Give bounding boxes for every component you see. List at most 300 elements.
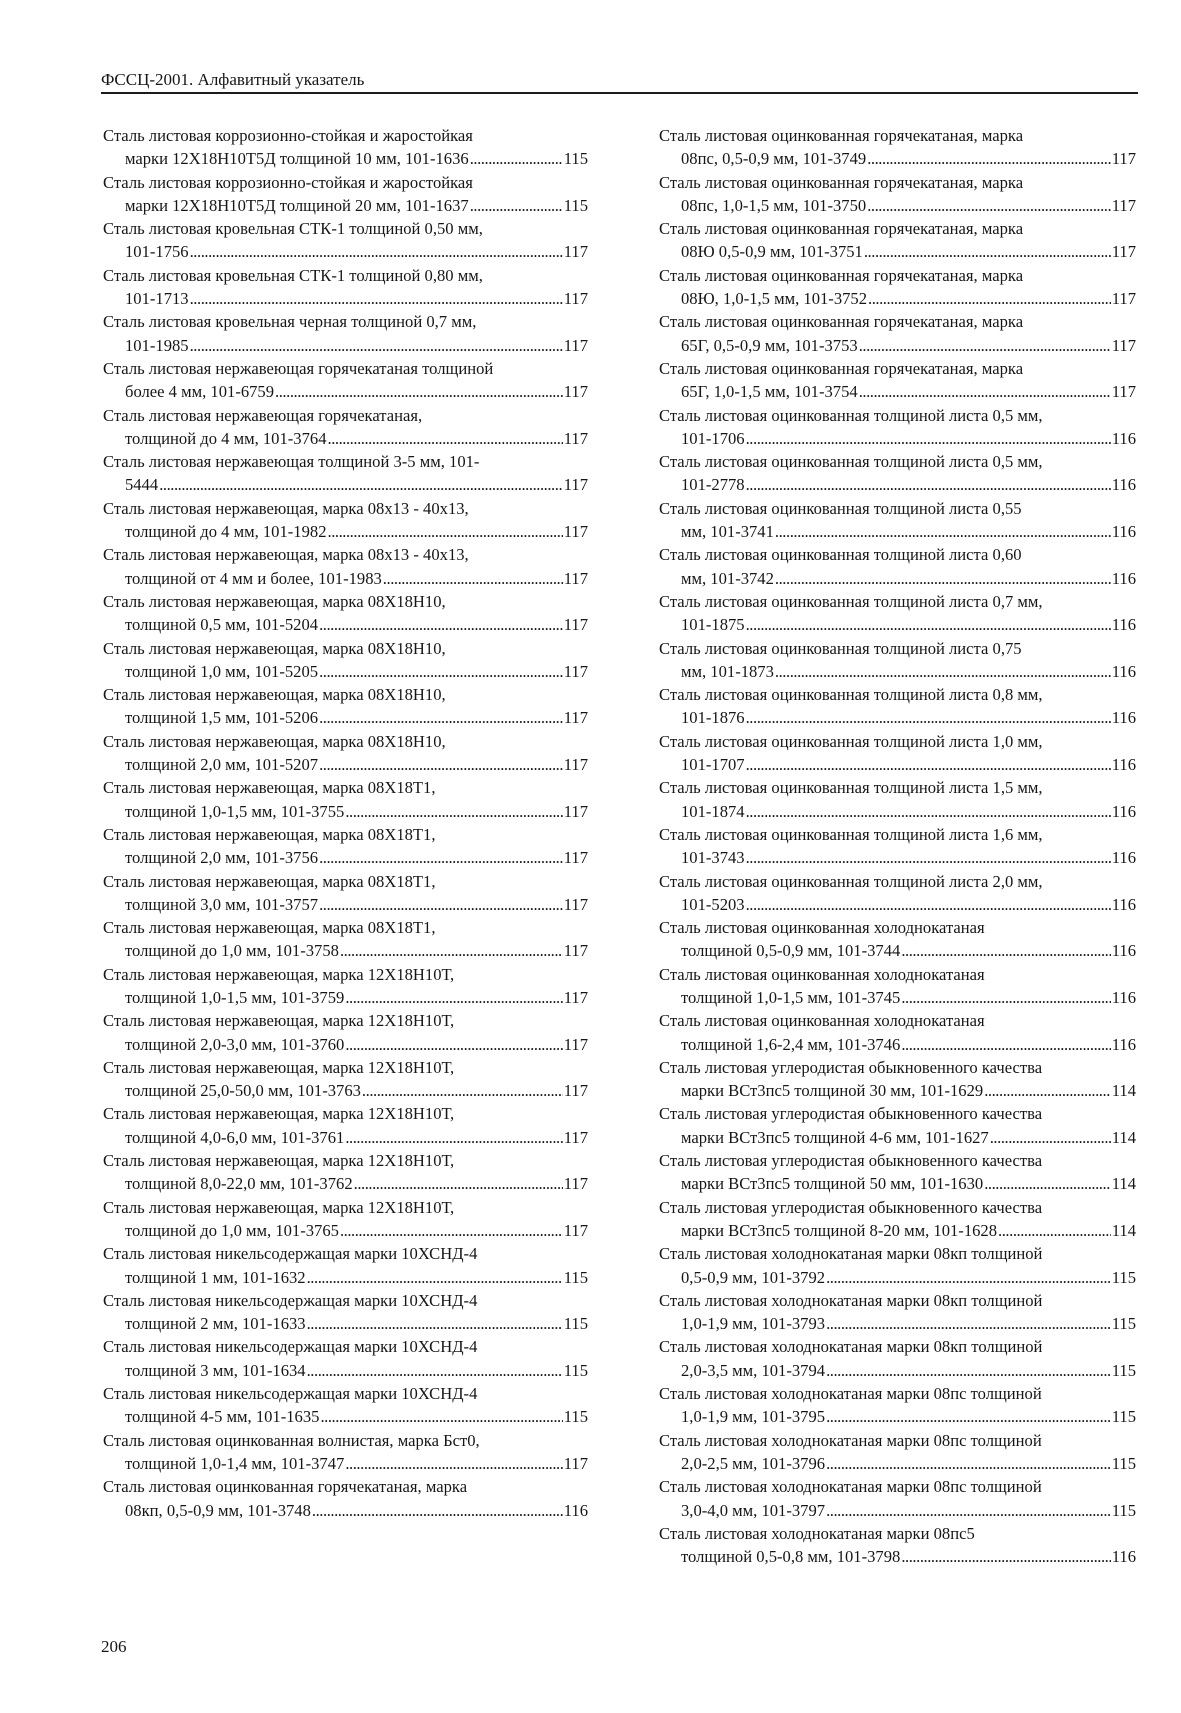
dot-leader [746, 473, 1111, 496]
index-entry [103, 963, 588, 1010]
entry-page-ref: 117 [563, 987, 588, 1007]
entry-page-ref: 117 [563, 242, 588, 262]
dot-leader [998, 1219, 1111, 1242]
entry-page-ref: 116 [1111, 848, 1136, 868]
index-entry [659, 1149, 1136, 1196]
dot-leader [319, 660, 563, 683]
entry-title: Сталь листовая нержавеющая горячекатаная, [103, 405, 423, 425]
dot-leader [345, 800, 562, 823]
dot-leader [345, 1126, 562, 1149]
entry-page-ref: 116 [1111, 801, 1136, 821]
index-entry [103, 450, 588, 497]
entry-continuation [103, 1499, 588, 1522]
dot-leader [775, 567, 1111, 590]
entry-continuation [659, 567, 1136, 590]
entry-continuation [103, 147, 588, 170]
index-entry [659, 497, 1136, 544]
entry-continuation [659, 1079, 1136, 1102]
index-entry [103, 1149, 588, 1196]
entry-continuation [103, 1405, 588, 1428]
index-entry [103, 1102, 588, 1149]
entry-continuation [103, 1219, 588, 1242]
index-entry [103, 171, 588, 218]
entry-page-ref: 114 [1111, 1174, 1136, 1194]
entry-continuation [103, 800, 588, 823]
entry-title: Сталь листовая нержавеющая толщиной 3-5 мм, 101- [103, 452, 480, 472]
entry-page-ref: 116 [1111, 1034, 1136, 1054]
entry-title: Сталь листовая оцинкованная толщиной листа 1,5 мм, [659, 778, 1043, 798]
entry-title: Сталь листовая оцинкованная толщиной листа 1,6 мм, [659, 824, 1043, 844]
entry-code: 3,0-4,0 мм, 101-3797 [681, 1500, 826, 1520]
entry-page-ref: 117 [563, 428, 588, 448]
dot-leader [826, 1312, 1111, 1335]
entry-continuation [659, 939, 1136, 962]
entry-code: 2,0-3,5 мм, 101-3794 [681, 1360, 826, 1380]
index-entry [103, 637, 588, 684]
index-entry [659, 870, 1136, 917]
entry-code: 101-2778 [681, 475, 745, 495]
entry-code: 101-1876 [681, 708, 745, 728]
dot-leader [190, 334, 563, 357]
entry-code: более 4 мм, 101-6759 [125, 382, 275, 402]
entry-page-ref: 117 [563, 941, 588, 961]
entry-title: Сталь листовая оцинкованная толщиной листа 2,0 мм, [659, 871, 1043, 891]
entry-title: Сталь листовая оцинкованная холоднокатаная [659, 1011, 985, 1031]
entry-code: 65Г, 1,0-1,5 мм, 101-3754 [681, 382, 858, 402]
entry-code: толщиной 3,0 мм, 101-3757 [125, 894, 319, 914]
entry-page-ref: 114 [1111, 1081, 1136, 1101]
entry-title: Сталь листовая оцинкованная толщиной листа 0,8 мм, [659, 685, 1043, 705]
entry-page-ref: 117 [563, 1127, 588, 1147]
entry-continuation [103, 427, 588, 450]
dot-leader [826, 1499, 1111, 1522]
index-entry [103, 916, 588, 963]
dot-leader [159, 473, 563, 496]
entry-title: Сталь листовая оцинкованная горячекатаная, марка [659, 219, 1024, 239]
entry-page-ref: 117 [563, 289, 588, 309]
dot-leader [775, 520, 1111, 543]
dot-leader [345, 1033, 562, 1056]
dot-leader [826, 1359, 1111, 1382]
dot-leader [984, 1172, 1111, 1195]
entry-page-ref: 117 [563, 894, 588, 914]
index-entry [103, 776, 588, 823]
entry-code: мм, 101-3742 [681, 568, 774, 588]
entry-code: толщиной до 1,0 мм, 101-3765 [125, 1220, 339, 1240]
dot-leader [984, 1079, 1111, 1102]
dot-leader [746, 427, 1111, 450]
entry-continuation [103, 520, 588, 543]
dot-leader [864, 240, 1111, 263]
entry-title: Сталь листовая холоднокатаная марки 08кп толщиной [659, 1337, 1043, 1357]
entry-continuation [659, 1545, 1136, 1568]
entry-code: марки ВСт3пс5 толщиной 4-6 мм, 101-1627 [681, 1127, 989, 1147]
entry-code: 101-1706 [681, 428, 745, 448]
entry-title: Сталь листовая коррозионно-стойкая и жаростойкая [103, 126, 473, 145]
entry-code: марки ВСт3пс5 толщиной 30 мм, 101-1629 [681, 1081, 984, 1101]
index-entry [659, 1429, 1136, 1476]
index-entry [659, 357, 1136, 404]
dot-leader [859, 380, 1111, 403]
entry-title: Сталь листовая нержавеющая, марка 12Х18Н10Т, [103, 1151, 455, 1171]
entry-code: толщиной 2,0 мм, 101-3756 [125, 848, 319, 868]
entry-code: 08пс, 0,5-0,9 мм, 101-3749 [681, 149, 867, 169]
dot-leader [746, 753, 1111, 776]
dot-leader [746, 706, 1111, 729]
entry-continuation [659, 1359, 1136, 1382]
running-header [101, 70, 1138, 94]
entry-continuation [659, 1033, 1136, 1056]
entry-title: Сталь листовая нержавеющая, марка 12Х18Н10Т, [103, 964, 455, 984]
entry-code: 1,0-1,9 мм, 101-3795 [681, 1407, 826, 1427]
entry-continuation [659, 1126, 1136, 1149]
entry-code: 5444 [125, 475, 159, 495]
entry-continuation [659, 240, 1136, 263]
entry-page-ref: 116 [1111, 568, 1136, 588]
entry-title: Сталь листовая нержавеющая, марка 08Х18Т1, [103, 778, 436, 798]
entry-page-ref: 117 [563, 1220, 588, 1240]
entry-code: марки 12Х18Н10Т5Д толщиной 10 мм, 101-1636 [125, 149, 469, 169]
entry-page-ref: 117 [563, 848, 588, 868]
entry-continuation [659, 753, 1136, 776]
entry-title: Сталь листовая углеродистая обыкновенного качества [659, 1104, 1043, 1124]
entry-page-ref: 116 [1111, 1547, 1136, 1567]
entry-title: Сталь листовая нержавеющая, марка 08Х18Т1, [103, 824, 436, 844]
index-entry [659, 310, 1136, 357]
entry-code: толщиной 1,0-1,5 мм, 101-3745 [681, 987, 901, 1007]
entry-page-ref: 117 [563, 661, 588, 681]
entry-code: толщиной 1,5 мм, 101-5206 [125, 708, 319, 728]
entry-title: Сталь листовая углеродистая обыкновенного качества [659, 1151, 1043, 1171]
entry-continuation [659, 427, 1136, 450]
index-entry [659, 543, 1136, 590]
entry-code: 08Ю, 1,0-1,5 мм, 101-3752 [681, 289, 868, 309]
entry-title: Сталь листовая оцинкованная холоднокатаная [659, 964, 985, 984]
index-entry [659, 1382, 1136, 1429]
entry-continuation [659, 1266, 1136, 1289]
dot-leader [328, 520, 563, 543]
entry-continuation [103, 287, 588, 310]
entry-code: марки ВСт3пс5 толщиной 50 мм, 101-1630 [681, 1174, 984, 1194]
entry-continuation [659, 1312, 1136, 1335]
entry-code: толщиной 4-5 мм, 101-1635 [125, 1407, 320, 1427]
index-entry [103, 1242, 588, 1289]
index-entry [659, 1196, 1136, 1243]
entry-code: 101-1707 [681, 755, 745, 775]
dot-leader [867, 147, 1111, 170]
entry-continuation [103, 240, 588, 263]
entry-title: Сталь листовая оцинкованная горячекатаная, марка [659, 312, 1024, 332]
entry-code: 101-1756 [125, 242, 189, 262]
dot-leader [826, 1405, 1111, 1428]
entry-continuation [103, 334, 588, 357]
index-entry [659, 171, 1136, 218]
entry-continuation [103, 473, 588, 496]
index-entry [103, 310, 588, 357]
entry-title: Сталь листовая оцинкованная волнистая, марка Бст0, [103, 1430, 480, 1450]
entry-continuation [659, 846, 1136, 869]
entry-title: Сталь листовая оцинкованная толщиной листа 0,75 [659, 638, 1022, 658]
index-entry [103, 683, 588, 730]
entry-code: толщиной 1,0 мм, 101-5205 [125, 661, 319, 681]
entry-page-ref: 117 [563, 1453, 588, 1473]
entry-continuation [103, 1172, 588, 1195]
entry-code: 0,5-0,9 мм, 101-3792 [681, 1267, 826, 1287]
entry-code: 101-5203 [681, 894, 745, 914]
entry-page-ref: 114 [1111, 1220, 1136, 1240]
entry-page-ref: 116 [1111, 475, 1136, 495]
dot-leader [320, 1405, 562, 1428]
entry-page-ref: 117 [563, 1174, 588, 1194]
entry-code: 08кп, 0,5-0,9 мм, 101-3748 [125, 1500, 311, 1520]
index-entry [103, 823, 588, 870]
dot-leader [901, 986, 1110, 1009]
dot-leader [775, 660, 1111, 683]
entry-continuation [103, 1266, 588, 1289]
entry-title: Сталь листовая оцинкованная толщиной листа 0,60 [659, 545, 1022, 565]
entry-continuation [103, 1452, 588, 1475]
entry-page-ref: 117 [563, 708, 588, 728]
entry-code: 1,0-1,9 мм, 101-3793 [681, 1314, 826, 1334]
index-entry [659, 823, 1136, 870]
index-entry [659, 1289, 1136, 1336]
index-entry [103, 1056, 588, 1103]
entry-page-ref: 117 [1111, 242, 1136, 262]
index-entry [659, 683, 1136, 730]
dot-leader [826, 1266, 1111, 1289]
entry-title: Сталь листовая оцинкованная горячекатаная, марка [659, 172, 1024, 192]
entry-title: Сталь листовая холоднокатаная марки 08пс толщиной [659, 1384, 1042, 1404]
entry-continuation [103, 194, 588, 217]
dot-leader [901, 1033, 1110, 1056]
dot-leader [901, 939, 1110, 962]
index-entry [103, 264, 588, 311]
entry-code: 101-1985 [125, 335, 189, 355]
entry-page-ref: 117 [1111, 289, 1136, 309]
index-entry [103, 404, 588, 451]
entry-code: мм, 101-3741 [681, 522, 774, 542]
entry-title: Сталь листовая никельсодержащая марки 10ХСНД-4 [103, 1290, 478, 1310]
entry-title: Сталь листовая нержавеющая, марка 12Х18Н10Т, [103, 1197, 455, 1217]
dot-leader [354, 1172, 563, 1195]
entry-title: Сталь листовая нержавеющая, марка 08Х18Н10, [103, 685, 446, 705]
dot-leader [362, 1079, 563, 1102]
entry-continuation [103, 380, 588, 403]
index-entry [103, 730, 588, 777]
entry-page-ref: 117 [1111, 195, 1136, 215]
entry-title: Сталь листовая нержавеющая, марка 08Х18Н10, [103, 731, 446, 751]
entry-page-ref: 116 [1111, 708, 1136, 728]
entry-page-ref: 117 [563, 522, 588, 542]
dot-leader [746, 893, 1111, 916]
entry-continuation [103, 1126, 588, 1149]
index-entry [659, 637, 1136, 684]
entry-continuation [659, 613, 1136, 636]
index-entry [659, 450, 1136, 497]
index-entry [659, 1475, 1136, 1522]
entry-code: толщиной 2 мм, 101-1633 [125, 1314, 306, 1334]
index-entry [103, 1009, 588, 1056]
entry-title: Сталь листовая никельсодержащая марки 10ХСНД-4 [103, 1384, 478, 1404]
dot-leader [319, 706, 563, 729]
entry-title: Сталь листовая никельсодержащая марки 10ХСНД-4 [103, 1337, 478, 1357]
entry-title: Сталь листовая нержавеющая, марка 08Х18Н10, [103, 638, 446, 658]
entry-code: толщиной 1 мм, 101-1632 [125, 1267, 306, 1287]
entry-page-ref: 115 [1111, 1360, 1136, 1380]
entry-page-ref: 117 [563, 1081, 588, 1101]
index-entry [103, 543, 588, 590]
dot-leader [826, 1452, 1111, 1475]
entry-title: Сталь листовая оцинкованная толщиной листа 0,5 мм, [659, 405, 1043, 425]
entry-continuation [659, 986, 1136, 1009]
entry-page-ref: 116 [1111, 987, 1136, 1007]
index-entry [659, 1335, 1136, 1382]
entry-code: толщиной 2,0-3,0 мм, 101-3760 [125, 1034, 345, 1054]
dot-leader [307, 1266, 563, 1289]
index-entry [103, 870, 588, 917]
entry-code: 08пс, 1,0-1,5 мм, 101-3750 [681, 195, 867, 215]
index-entry [103, 1382, 588, 1429]
entry-page-ref: 116 [1111, 755, 1136, 775]
index-entry [659, 1242, 1136, 1289]
entry-page-ref: 115 [563, 1267, 588, 1287]
entry-code: толщиной 1,0-1,5 мм, 101-3759 [125, 987, 345, 1007]
entry-continuation [103, 567, 588, 590]
index-entry [103, 124, 588, 171]
entry-page-ref: 117 [563, 755, 588, 775]
dot-leader [275, 380, 563, 403]
entry-page-ref: 117 [563, 568, 588, 588]
dot-leader [319, 893, 563, 916]
entry-continuation [103, 893, 588, 916]
entry-code: толщиной 1,0-1,4 мм, 101-3747 [125, 1453, 345, 1473]
entry-title: Сталь листовая холоднокатаная марки 08кп толщиной [659, 1244, 1043, 1264]
entry-continuation [659, 1172, 1136, 1195]
dot-leader [328, 427, 563, 450]
dot-leader [319, 846, 563, 869]
entry-title: Сталь листовая оцинкованная толщиной листа 0,55 [659, 498, 1022, 518]
index-entry [659, 1009, 1136, 1056]
dot-leader [190, 240, 563, 263]
entry-continuation [659, 473, 1136, 496]
index-entry [103, 590, 588, 637]
entry-continuation [103, 660, 588, 683]
entry-page-ref: 117 [563, 801, 588, 821]
entry-continuation [659, 1219, 1136, 1242]
entry-continuation [659, 800, 1136, 823]
entry-title: Сталь листовая холоднокатаная марки 08пс5 [659, 1523, 975, 1543]
entry-continuation [659, 520, 1136, 543]
entry-code: толщиной 2,0 мм, 101-5207 [125, 755, 319, 775]
entry-title: Сталь листовая углеродистая обыкновенного качества [659, 1057, 1043, 1077]
index-entry [659, 404, 1136, 451]
index-entry [103, 1475, 588, 1522]
entry-continuation [103, 939, 588, 962]
index-entry [103, 1196, 588, 1243]
entry-page-ref: 115 [563, 1314, 588, 1334]
index-entry [103, 357, 588, 404]
dot-leader [867, 194, 1111, 217]
entry-continuation [103, 613, 588, 636]
dot-leader [868, 287, 1111, 310]
entry-page-ref: 115 [1111, 1407, 1136, 1427]
entry-page-ref: 117 [563, 382, 588, 402]
entry-page-ref: 116 [1111, 941, 1136, 961]
entry-code: толщиной до 4 мм, 101-3764 [125, 428, 327, 448]
entry-code: 65Г, 0,5-0,9 мм, 101-3753 [681, 335, 858, 355]
entry-code: 101-3743 [681, 848, 745, 868]
entry-page-ref: 115 [563, 149, 588, 169]
index-entry [659, 264, 1136, 311]
entry-page-ref: 117 [1111, 382, 1136, 402]
entry-code: толщиной 0,5 мм, 101-5204 [125, 615, 319, 635]
index-column-right [659, 124, 1136, 1568]
entry-code: толщиной 1,0-1,5 мм, 101-3755 [125, 801, 345, 821]
entry-title: Сталь листовая оцинкованная толщиной листа 0,5 мм, [659, 452, 1043, 472]
entry-title: Сталь листовая оцинкованная горячекатаная, марка [103, 1477, 468, 1497]
entry-title: Сталь листовая нержавеющая горячекатаная толщиной [103, 358, 494, 378]
entry-continuation [659, 893, 1136, 916]
dot-leader [746, 846, 1111, 869]
dot-leader [901, 1545, 1110, 1568]
dot-leader [746, 800, 1111, 823]
entry-title: Сталь листовая нержавеющая, марка 08х13 - 40х13, [103, 545, 469, 565]
entry-page-ref: 115 [563, 195, 588, 215]
entry-continuation [659, 334, 1136, 357]
entry-continuation [103, 846, 588, 869]
entry-title: Сталь листовая оцинкованная горячекатаная, марка [659, 126, 1024, 145]
entry-page-ref: 115 [1111, 1453, 1136, 1473]
entry-page-ref: 117 [1111, 335, 1136, 355]
entry-code: марки ВСт3пс5 толщиной 8-20 мм, 101-1628 [681, 1220, 998, 1240]
dot-leader [307, 1359, 563, 1382]
entry-code: толщиной 0,5-0,8 мм, 101-3798 [681, 1547, 901, 1567]
dot-leader [319, 753, 563, 776]
entry-title: Сталь листовая коррозионно-стойкая и жаростойкая [103, 172, 473, 192]
entry-page-ref: 116 [1111, 894, 1136, 914]
entry-page-ref: 117 [563, 1034, 588, 1054]
entry-title: Сталь листовая кровельная СТК-1 толщиной 0,80 мм, [103, 265, 483, 285]
dot-leader [340, 1219, 563, 1242]
entry-title: Сталь листовая оцинкованная толщиной листа 0,7 мм, [659, 591, 1043, 611]
entry-title: Сталь листовая оцинкованная толщиной листа 1,0 мм, [659, 731, 1043, 751]
entry-continuation [103, 1033, 588, 1056]
entry-title: Сталь листовая холоднокатаная марки 08кп толщиной [659, 1290, 1043, 1310]
index-entry [659, 916, 1136, 963]
entry-title: Сталь листовая оцинкованная горячекатаная, марка [659, 265, 1024, 285]
index-entry [659, 590, 1136, 637]
index-entry [659, 1522, 1136, 1569]
entry-continuation [659, 380, 1136, 403]
entry-continuation [659, 660, 1136, 683]
entry-page-ref: 117 [563, 615, 588, 635]
dot-leader [312, 1499, 563, 1522]
entry-continuation [103, 706, 588, 729]
dot-leader [990, 1126, 1111, 1149]
index-entry [103, 497, 588, 544]
entry-title: Сталь листовая нержавеющая, марка 08Х18Т1, [103, 918, 436, 938]
index-entry [659, 217, 1136, 264]
entry-page-ref: 116 [1111, 615, 1136, 635]
entry-code: 2,0-2,5 мм, 101-3796 [681, 1453, 826, 1473]
entry-code: толщиной от 4 мм и более, 101-1983 [125, 568, 382, 588]
entry-title: Сталь листовая углеродистая обыкновенного качества [659, 1197, 1043, 1217]
entry-title: Сталь листовая нержавеющая, марка 08Х18Н10, [103, 591, 446, 611]
entry-title: Сталь листовая холоднокатаная марки 08пс толщиной [659, 1477, 1042, 1497]
dot-leader [470, 194, 563, 217]
entry-code: толщиной 3 мм, 101-1634 [125, 1360, 306, 1380]
entry-title: Сталь листовая оцинкованная холоднокатаная [659, 918, 985, 938]
